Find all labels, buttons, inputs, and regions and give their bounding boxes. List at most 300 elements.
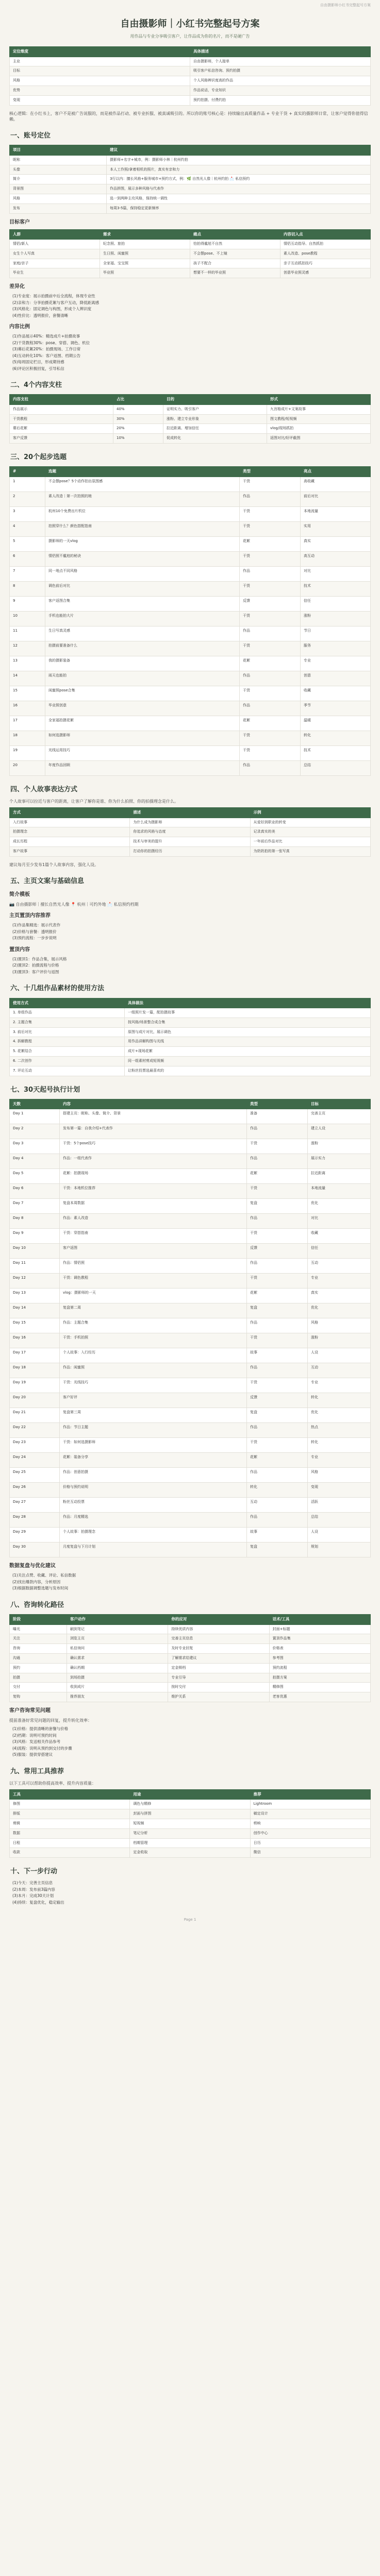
table-cell: 纪念照、旅拍	[100, 240, 190, 249]
table-cell: 创意毕业照灵感	[280, 268, 371, 278]
table-row	[10, 165, 371, 175]
table-cell: 复购	[10, 1692, 67, 1702]
table-cell: 干货：穿搭指南	[60, 1229, 247, 1244]
table-row	[10, 596, 371, 611]
table-cell: Day 3	[10, 1139, 60, 1154]
table-header: 目标	[308, 1099, 371, 1109]
tools-table	[9, 1789, 371, 1858]
differentiation-list	[9, 294, 371, 318]
table-cell: 生日写真灵感	[45, 626, 240, 641]
table-cell: 转化	[247, 1483, 308, 1498]
table-cell: Day 18	[10, 1363, 60, 1378]
table-cell: 客户好评	[60, 1393, 247, 1408]
table-cell: 关注	[10, 1634, 67, 1644]
faq-list	[9, 1726, 371, 1758]
table-cell: 风格	[10, 194, 107, 204]
table-cell: 干货	[240, 611, 301, 626]
table-header: 需求	[100, 229, 190, 240]
document-subtitle: 用作品与专业分享吸引客户，让作品成为你的名片，而不是硬广告	[130, 33, 250, 39]
table-cell: Day 12	[10, 1274, 60, 1289]
list-item: (2)找出爆款内容，分析原因	[12, 1579, 61, 1584]
table-cell: 干货	[247, 1438, 308, 1453]
table-cell: 日历	[250, 1838, 370, 1848]
table-row	[10, 240, 371, 249]
table-cell: 花絮：装备分享	[60, 1453, 247, 1468]
table-cell: 服务	[301, 641, 371, 656]
table-cell: 40%	[113, 404, 163, 414]
table-row	[10, 155, 371, 165]
table-cell: 创作中心	[250, 1828, 370, 1838]
table-row	[10, 1184, 371, 1199]
table-cell: 定金锁档	[168, 1663, 269, 1673]
table-header: #	[10, 467, 45, 477]
table-cell: 5. 花絮结合	[10, 1047, 125, 1057]
table-cell: 情侣照不尴尬的秘诀	[45, 551, 240, 566]
list-item: (5)服装：提供穿搭建议	[12, 1752, 53, 1757]
table-cell: 排版	[10, 1809, 130, 1819]
table-cell: 10	[10, 611, 45, 626]
table-cell: 干货教程	[10, 414, 113, 424]
table-cell: 10%	[113, 434, 163, 444]
table-cell: Day 6	[10, 1184, 60, 1199]
table-cell: Day 16	[10, 1333, 60, 1348]
table-cell: 干货：调色教程	[60, 1274, 247, 1289]
list-item: (4)互动转化10%：客户返图、档期公告	[12, 353, 81, 358]
table-cell: 如何选摄影师	[45, 731, 240, 745]
table-cell: 沟通	[10, 1653, 67, 1663]
table-cell: 干货	[240, 581, 301, 596]
table-cell: 建立人设	[308, 1124, 371, 1139]
table-cell: 个人风格辨识度高的作品	[190, 76, 371, 86]
table-cell: 干货	[240, 731, 301, 745]
table-cell: 花絮	[240, 656, 301, 671]
table-cell: Day 22	[10, 1423, 60, 1438]
table-cell: 创意	[301, 671, 371, 686]
table-cell: 复盘第二周	[60, 1303, 247, 1318]
table-cell: 个人故事：入行经历	[60, 1348, 247, 1363]
table-cell: 热点	[308, 1423, 371, 1438]
list-item: (1)置顶1：作品合集，展示风格	[12, 956, 67, 961]
table-cell: Day 21	[10, 1408, 60, 1423]
list-item: (2)干货教程30%：pose、穿搭、调色、机位	[12, 340, 90, 345]
table-row	[10, 404, 371, 414]
table-cell: 作品：月度精选	[60, 1513, 247, 1528]
table-cell: 风格	[10, 76, 190, 86]
positioning-table	[9, 46, 371, 105]
table-cell: 孩子不配合	[190, 259, 280, 268]
table-cell: 13	[10, 656, 45, 671]
table-cell: 情侣互动指导、自然抓拍	[280, 240, 371, 249]
table-cell: 交付	[10, 1683, 67, 1692]
table-cell: 目标	[10, 66, 190, 76]
table-cell: 确认档期	[67, 1663, 168, 1673]
subsection-title: 数据复盘与优化建议	[9, 1563, 56, 1569]
table-cell: 毕业生	[10, 268, 100, 278]
section-title: 二、4个内容支柱	[10, 381, 62, 389]
table-cell: 月度复盘与下月计划	[60, 1543, 247, 1557]
table-cell: 作品	[247, 1154, 308, 1169]
table-cell: 精修图	[269, 1683, 370, 1692]
table-cell: 拍摄	[10, 1673, 67, 1683]
table-row	[10, 1348, 371, 1363]
table-header: 具体做法	[125, 998, 371, 1008]
table-cell: 收藏	[308, 1229, 371, 1244]
table-cell: 搭建主页：昵称、头像、简介、背景	[60, 1109, 247, 1124]
table-row	[10, 1543, 371, 1557]
list-item: (6)评论区积极回复，引导私信	[12, 366, 64, 371]
table-cell: 转化	[301, 731, 371, 745]
table-cell: 全家福、宝宝照	[100, 259, 190, 268]
table-cell: 干货	[247, 1229, 308, 1244]
table-row	[10, 1229, 371, 1244]
table-cell: 20%	[113, 424, 163, 434]
table-cell: 一组照片发一篇，配拍摄故事	[125, 1008, 371, 1018]
table-row	[10, 641, 371, 656]
table-cell: 变现	[308, 1483, 371, 1498]
table-cell: 入行故事	[10, 818, 130, 827]
table-cell: 作品	[247, 1423, 308, 1438]
section-title: 六、十几组作品素材的使用方法	[10, 985, 105, 993]
table-row	[10, 818, 371, 827]
list-item: (1)作品展示40%：精选成片+拍摄故事	[12, 334, 80, 339]
table-cell: 作品	[247, 1513, 308, 1528]
table-row	[10, 1244, 371, 1259]
table-cell: 复盘	[247, 1408, 308, 1423]
table-row	[10, 566, 371, 581]
table-cell: 活跃	[308, 1498, 371, 1513]
table-row	[10, 1289, 371, 1303]
table-header: 痛点	[190, 229, 280, 240]
table-cell: 涨粉	[308, 1333, 371, 1348]
table-cell: 封面与拼图	[130, 1809, 250, 1819]
table-header: 方式	[10, 808, 130, 818]
table-header: 使用方式	[10, 998, 125, 1008]
table-header: 内容切入点	[280, 229, 371, 240]
table-cell: 成片+现场花絮	[125, 1047, 371, 1057]
table-cell: 对比	[301, 566, 371, 581]
table-cell: 风格	[308, 1318, 371, 1333]
table-row	[10, 1634, 371, 1644]
table-row	[10, 1378, 371, 1393]
table-header: 人群	[10, 229, 100, 240]
table-row	[10, 1259, 371, 1274]
table-cell: 作品：一组代表作	[60, 1154, 247, 1169]
table-cell: 日程	[10, 1838, 130, 1848]
table-cell: 作品	[240, 671, 301, 686]
table-cell: 收藏	[301, 686, 371, 701]
table-cell: 年度作品回顾	[45, 760, 240, 775]
table-cell: 每周3-5篇，保持稳定更新频率	[107, 204, 371, 213]
table-cell: 返图对比/好评截图	[267, 434, 371, 444]
table-cell: 同一组素材剪成短视频	[125, 1057, 371, 1066]
table-cell: 干货：5个pose技巧	[60, 1139, 247, 1154]
table-cell: 收到成片	[67, 1683, 168, 1692]
table-cell: 拉近距离、增加信任	[163, 424, 267, 434]
table-cell: 收款	[10, 1848, 130, 1858]
content-pillars-table	[9, 394, 371, 444]
table-row	[10, 1438, 371, 1453]
table-cell: 头像	[10, 165, 107, 175]
table-header: 具体描述	[190, 47, 371, 57]
table-cell: vlog/现场抓拍	[267, 424, 371, 434]
list-item: (3)置顶3：客户评价与返图	[12, 969, 59, 974]
table-cell: 微信	[250, 1848, 370, 1858]
table-cell: 干货：如何选摄影师	[60, 1438, 247, 1453]
table-cell: 想要不一样的毕业照	[190, 268, 280, 278]
table-cell: 曝光	[10, 1624, 67, 1634]
table-header: 亮点	[301, 467, 371, 477]
table-cell: 客户反馈	[10, 434, 113, 444]
content-ratio-list	[9, 334, 371, 371]
table-cell: Day 26	[10, 1483, 60, 1498]
table-row	[10, 1169, 371, 1184]
table-cell: 花絮	[247, 1169, 308, 1184]
table-cell: 高收藏	[301, 477, 371, 492]
table-row	[10, 1008, 371, 1018]
table-cell: 预约	[10, 1663, 67, 1673]
table-header: 阶段	[10, 1615, 67, 1625]
table-cell: 生日照、闺蜜照	[100, 249, 190, 259]
table-row	[10, 1333, 371, 1348]
table-cell: 背景图	[10, 184, 107, 194]
table-cell: 浏览主页	[67, 1634, 168, 1644]
table-cell: 干货	[247, 1274, 308, 1289]
table-row	[10, 745, 371, 760]
table-cell: 人设	[308, 1528, 371, 1543]
table-cell: 光线运用技巧	[45, 745, 240, 760]
table-cell: 数据	[10, 1828, 130, 1838]
table-cell: 15	[10, 686, 45, 701]
table-row	[10, 1109, 371, 1124]
table-row	[10, 175, 371, 184]
table-cell: 一年前后作品对比	[250, 837, 370, 847]
table-row	[10, 1318, 371, 1333]
table-row	[10, 506, 371, 521]
table-row	[10, 76, 371, 86]
table-cell: 4. 拆解教程	[10, 1037, 125, 1047]
table-cell: 16	[10, 701, 45, 716]
table-header: 形式	[267, 395, 371, 405]
table-cell: 6	[10, 551, 45, 566]
table-cell: 作品	[240, 626, 301, 641]
table-cell: 8	[10, 581, 45, 596]
table-cell: 九宫格成片+文案故事	[267, 404, 371, 414]
table-cell: 为奶奶拍的第一张写真	[250, 847, 370, 857]
table-cell: 干货	[240, 641, 301, 656]
table-cell: Day 10	[10, 1244, 60, 1259]
table-cell: 本地流量	[308, 1184, 371, 1199]
list-item: (3)风格化：固定调色与构图，形成个人辨识度	[12, 307, 92, 312]
table-cell: 作品	[240, 492, 301, 506]
table-cell: 作品	[247, 1259, 308, 1274]
table-cell: 准备	[247, 1109, 308, 1124]
account-setup-table	[9, 145, 371, 213]
table-cell: 复盘	[247, 1543, 308, 1557]
table-cell: Day 9	[10, 1229, 60, 1244]
table-row	[10, 57, 371, 66]
table-cell: 30%	[113, 414, 163, 424]
section-title: 三、20个起步选题	[10, 453, 67, 462]
table-cell: 季节	[301, 701, 371, 716]
table-cell: 推荐朋友	[67, 1692, 168, 1702]
table-cell: 1. 单组作品	[10, 1008, 125, 1018]
table-cell: 为什么成为摄影师	[130, 818, 250, 827]
table-cell: 5	[10, 536, 45, 551]
table-cell: Day 7	[10, 1199, 60, 1214]
table-cell: 信任	[308, 1244, 371, 1259]
list-item: (3)根据数据调整选题与发布时间	[12, 1586, 69, 1591]
table-cell: Day 2	[10, 1124, 60, 1139]
table-cell: 干货	[240, 745, 301, 760]
table-row	[10, 1018, 371, 1027]
table-cell: 展示实力	[308, 1154, 371, 1169]
section-title: 四、个人故事表达方式	[10, 785, 78, 793]
section-title: 十、下一步行动	[10, 1868, 58, 1876]
table-cell: 毕业照	[100, 268, 190, 278]
table-cell: 2	[10, 492, 45, 506]
table-cell: 技术	[301, 581, 371, 596]
table-cell: 专业	[308, 1378, 371, 1393]
table-cell: 完善主页	[308, 1109, 371, 1124]
table-cell: 证明实力、吸引客户	[163, 404, 267, 414]
table-header: 定位维度	[10, 47, 190, 57]
table-row	[10, 86, 371, 96]
plan-table	[9, 1099, 371, 1558]
conversion-table	[9, 1614, 371, 1702]
table-cell: 作品展示	[10, 404, 113, 414]
table-cell: 老客优惠	[269, 1692, 370, 1702]
subsection-title: 客户咨询常见问题	[9, 1707, 51, 1714]
table-cell: 本人工作照/拿着相机的照片，真实有亲和力	[107, 165, 371, 175]
core-logic-paragraph: 核心逻辑：在小红书上，客户不是被广告说服的，而是被作品打动、被专业折服、被真诚吸引的。所以你的账号核心是：持续输出高质量作品 + 专业干货 + 真实的摄影师日常，让客户觉得你值得信赖。	[9, 111, 368, 122]
table-row	[10, 1498, 371, 1513]
table-cell: 选一到两种主攻风格，保持统一调性	[107, 194, 371, 204]
table-cell: 情侣/新人	[10, 240, 100, 249]
table-row	[10, 434, 371, 444]
table-cell: 客户返图	[60, 1244, 247, 1259]
table-cell: 优势	[10, 86, 190, 96]
section-title: 七、30天起号执行计划	[10, 1086, 80, 1094]
target-clients-table	[9, 229, 371, 279]
table-cell: 本地流量	[301, 506, 371, 521]
table-cell: 客户返图合集	[45, 596, 240, 611]
table-row	[10, 1673, 371, 1683]
table-cell: Day 5	[10, 1169, 60, 1184]
subsection-title: 简介模板	[9, 892, 30, 898]
table-cell: 到场拍摄	[67, 1673, 168, 1683]
table-row	[10, 1214, 371, 1229]
table-cell: 封面+标题	[269, 1624, 370, 1634]
table-cell: 2. 主题合集	[10, 1018, 125, 1027]
table-row	[10, 1624, 371, 1634]
table-cell: 干货	[247, 1333, 308, 1348]
list-item: (1)关注点赞、收藏、评论、私信数据	[12, 1573, 76, 1578]
table-cell: 优化	[308, 1199, 371, 1214]
list-item: (4)流程：说明从预约到交付的步骤	[12, 1745, 72, 1751]
table-cell: 原图与成片对比，展示调色	[125, 1027, 371, 1037]
table-cell: 我的摄影装备	[45, 656, 240, 671]
table-header: 选题	[45, 467, 240, 477]
table-row	[10, 1139, 371, 1154]
section-intro: 个人故事可以拉近与客户的距离，让客户了解你是谁、你为什么拍照、你的拍摄理念是什么。	[9, 799, 178, 804]
table-cell: 4	[10, 521, 45, 536]
table-cell: 及时专业回复	[168, 1644, 269, 1654]
table-cell: 专业引导	[168, 1673, 269, 1683]
table-cell: 互动	[308, 1259, 371, 1274]
table-header: 推荐	[250, 1789, 370, 1800]
table-cell: 故事	[247, 1348, 308, 1363]
table-cell: 反馈	[247, 1244, 308, 1259]
list-item: (3)预约流程：一步步说明	[12, 936, 57, 941]
table-row	[10, 1037, 371, 1047]
table-cell: 怕拍得尴尬不自然	[190, 240, 280, 249]
table-cell: 你追求的风格与态度	[130, 827, 250, 837]
table-row	[10, 1663, 371, 1673]
table-row	[10, 268, 371, 278]
table-cell: 涨粉、建立专业形象	[163, 414, 267, 424]
table-cell: Day 30	[10, 1543, 60, 1557]
table-cell: 故事	[247, 1528, 308, 1543]
table-cell: 14	[10, 671, 45, 686]
table-header: 内容	[60, 1099, 247, 1109]
table-cell: 专业	[308, 1274, 371, 1289]
table-cell: 转化	[308, 1393, 371, 1408]
table-cell: 7. 评论互动	[10, 1066, 125, 1076]
table-cell: 修图	[10, 1800, 130, 1809]
table-row	[10, 194, 371, 204]
table-cell: 定金收取	[130, 1848, 250, 1858]
table-cell: 作品	[247, 1363, 308, 1378]
table-cell: 全家福拍摄花絮	[45, 716, 240, 731]
table-cell: 17	[10, 716, 45, 731]
table-cell: Lightroom	[250, 1800, 370, 1809]
table-row	[10, 1453, 371, 1468]
table-cell: 专业	[308, 1453, 371, 1468]
pinned-recommend-list	[9, 923, 371, 941]
table-cell: 手机也能拍大片	[45, 611, 240, 626]
table-row	[10, 259, 371, 268]
table-cell: 打动你的拍摄经历	[130, 847, 250, 857]
table-row	[10, 1828, 371, 1838]
table-cell: 维护关系	[168, 1692, 269, 1702]
table-cell: 价格表	[269, 1644, 370, 1654]
table-row	[10, 1027, 371, 1037]
table-header: 天数	[10, 1099, 60, 1109]
document-title: 自由摄影师｜小红书完整起号方案	[120, 18, 260, 29]
table-row	[10, 1423, 371, 1438]
table-cell: 作品：闺蜜照	[60, 1363, 247, 1378]
table-cell: 预约拍摄、付费约拍	[190, 95, 371, 105]
header-label: 自由摄影师小红书完整起号方案	[320, 3, 371, 7]
table-cell: 完善主页信息	[168, 1634, 269, 1644]
page-footer: Page 1	[184, 1918, 196, 1922]
table-cell: 优化	[308, 1408, 371, 1423]
table-header: 描述	[130, 808, 250, 818]
table-cell: 个人故事：拍摄理念	[60, 1528, 247, 1543]
table-cell: 调色前后对比	[45, 581, 240, 596]
table-row	[10, 1692, 371, 1702]
table-cell: 幕后花絮	[10, 424, 113, 434]
table-cell: 剪辑	[10, 1819, 130, 1829]
table-cell: 按时交付	[168, 1683, 269, 1692]
table-row	[10, 66, 371, 76]
table-cell: 互动	[308, 1363, 371, 1378]
table-cell: 干货：光线技巧	[60, 1378, 247, 1393]
table-row	[10, 626, 371, 641]
table-row	[10, 671, 371, 686]
table-cell: 真实	[308, 1289, 371, 1303]
table-header: 用途	[130, 1789, 250, 1800]
